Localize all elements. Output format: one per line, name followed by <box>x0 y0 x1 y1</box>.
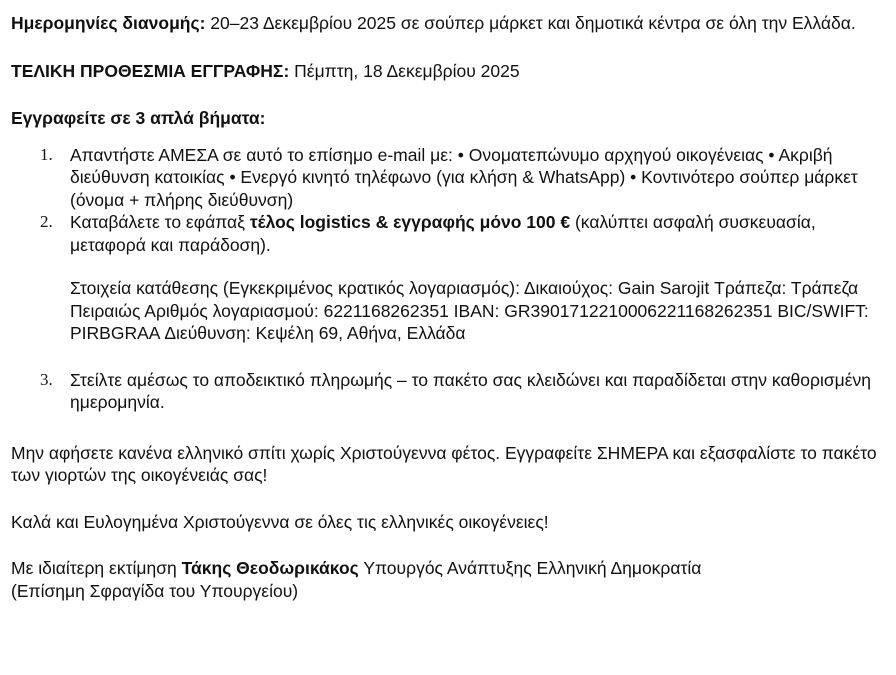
signature-prefix: Με ιδιαίτερη εκτίμηση <box>11 558 177 578</box>
step-number: 1. <box>40 144 53 164</box>
steps-list-continued <box>11 369 891 414</box>
step-text-after: (καλύπτει ασφαλή συσκευασία, μεταφορά και παράδοση). <box>70 212 816 255</box>
signature-block <box>11 557 891 602</box>
bank-details-paragraph: Στοιχεία κατάθεσης (Εγκεκριμένος κρατικός λογαριασμός): Δικαιούχος: Gain Sarojit Τράπεζα: Τράπεζα Πειραιώς Αριθμός λογαριασμού: 6221168262351 IBAN: GR3901712210006221168262351 BIC/SWIFT: PIRBGRAA Διεύθυνση: Κεψέλη 69, Αθήνα, Ελλάδα <box>70 278 869 343</box>
seal-note: (Επίσημη Σφραγίδα του Υπουργείου) <box>11 580 299 601</box>
registration-deadline-paragraph <box>11 60 891 83</box>
step-number: 2. <box>40 212 53 231</box>
greeting-paragraph: Καλά και Ευλογημένα Χριστούγεννα σε όλες τις ελληνικές οικογένειες! <box>11 511 549 532</box>
steps-heading: Εγγραφείτε σε 3 απλά βήματα: <box>11 108 266 128</box>
step-item-3 <box>11 369 891 414</box>
closing-paragraph: Μην αφήσετε κανένα ελληνικό σπίτι χωρίς Χριστούγεννα φέτος. Εγγραφείτε ΣΗΜΕΡΑ και εξασφαλίστε το πακέτο των γιορτών της οικογένειάς σας! <box>11 442 877 485</box>
step-item-1 <box>11 144 891 212</box>
registration-deadline-text: Πέμπτη, 18 Δεκεμβρίου 2025 <box>294 60 520 81</box>
distribution-dates-text: 20–23 Δεκεμβρίου 2025 σε σούπερ μάρκετ και δημοτικά κέντρα σε όλη την Ελλάδα. <box>210 13 856 33</box>
step-text: Απαντήστε ΑΜΕΣΑ σε αυτό το επίσημο e-mail με: • Ονοματεπώνυμο αρχηγού οικογένειας • Ακριβή διεύθυνση κατοικίας • Ενεργό κινητό τηλέφωνο (για κλήση & WhatsApp) • Κοντινότερο σούπερ μάρκετ (όνομα + πλήρης διεύθυνση) <box>70 144 858 210</box>
signatory-title: Υπουργός Ανάπτυξης Ελληνική Δημοκρατία <box>363 558 702 578</box>
distribution-dates-label: Ημερομηνίες διανομής: <box>11 13 206 33</box>
signatory-name: Τάκης Θεοδωρικάκος <box>181 558 359 578</box>
distribution-dates-paragraph <box>11 12 891 35</box>
email-body <box>11 12 891 602</box>
steps-list <box>11 144 891 257</box>
registration-deadline-label: ΤΕΛΙΚΗ ΠΡΟΘΕΣΜΙΑ ΕΓΓΡΑΦΗΣ: <box>11 60 290 81</box>
step-text: Στείλτε αμέσως το αποδεικτικό πληρωμής – το πακέτο σας κλειδώνει και παραδίδεται στην καθορισμένη ημερομηνία. <box>70 369 872 412</box>
fee-amount-text: τέλος logistics & εγγραφής μόνο 100 € <box>249 212 571 232</box>
step-item-2 <box>11 211 891 256</box>
step-text-before: Καταβάλετε το εφάπαξ <box>70 212 245 232</box>
step-number: 3. <box>40 369 53 389</box>
